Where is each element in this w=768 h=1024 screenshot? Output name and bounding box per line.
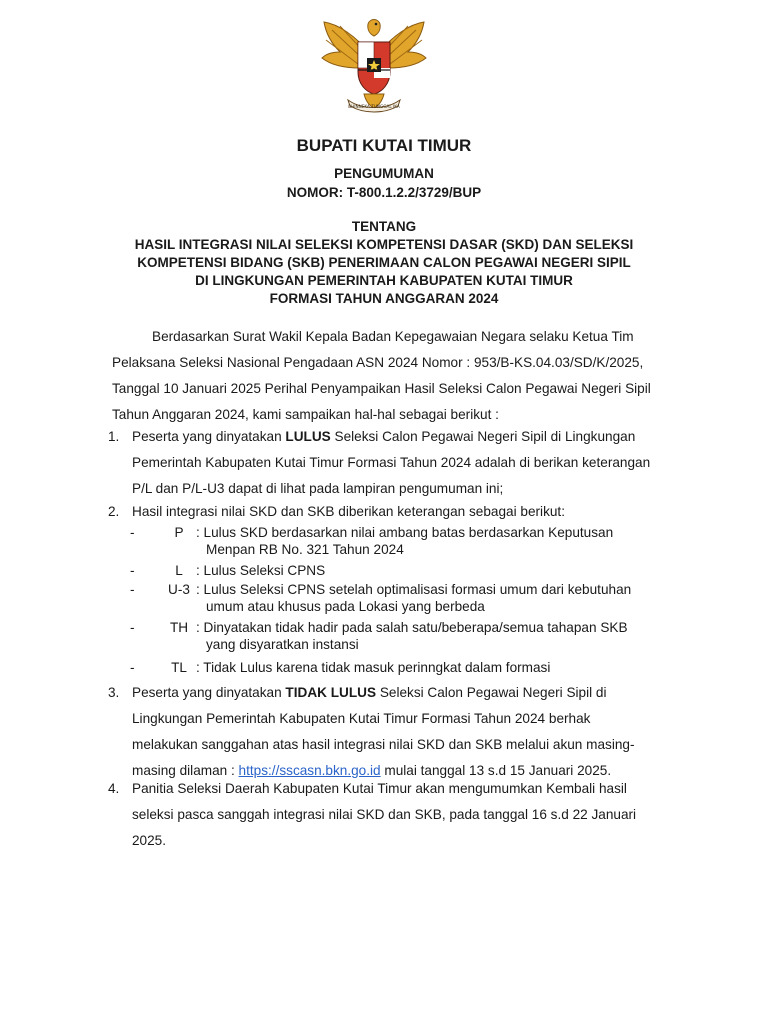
institution-title: BUPATI KUTAI TIMUR [296, 136, 472, 155]
svg-text:BHINNEKA TUNGGAL IKA: BHINNEKA TUNGGAL IKA [348, 104, 400, 109]
item-number: 2. [108, 504, 120, 519]
status-code: U-3 [168, 582, 190, 597]
garuda-pancasila-emblem [318, 14, 430, 118]
item-line: P/L dan P/L-U3 dapat di lihat pada lampiran pengumuman ini; [132, 481, 504, 496]
code-description: : Lulus SKD berdasarkan nilai ambang batas berdasarkan Keputusan [196, 525, 614, 540]
status-code-list [130, 524, 690, 678]
item-line: Lingkungan Pemerintah Kabupaten Kutai Timur Formasi Tahun 2024 berhak [132, 711, 591, 726]
sscasn-link[interactable]: https://sscasn.bkn.go.id [238, 763, 381, 778]
subject-line: DI LINGKUNGAN PEMERINTAH KABUPATEN KUTAI TIMUR [195, 273, 573, 288]
code-description: Menpan RB No. 321 Tahun 2024 [206, 542, 404, 557]
status-code: P [174, 525, 184, 540]
code-description: yang disyaratkan instansi [206, 637, 359, 652]
item-line: Peserta yang dinyatakan TIDAK LULUS Seleksi Calon Pegawai Negeri Sipil di [132, 685, 607, 700]
item-line: Pemerintah Kabupaten Kutai Timur Formasi Tahun 2024 adalah di berikan keterangan [132, 455, 651, 470]
code-row-u3: - U-3 : Lulus Seleksi CPNS setelah optimalisasi formasi umum dari kebutuhan umum atau khusus pada Lokasi yang berbeda [130, 581, 690, 617]
lulus-emphasis: LULUS [285, 429, 331, 444]
status-code: TL [171, 660, 187, 675]
item-number: 3. [108, 685, 120, 700]
intro-line: Pelaksana Seleksi Nasional Pengadaan ASN 2024 Nomor : 953/B-KS.04.03/SD/K/2025, [112, 355, 644, 370]
document-number: NOMOR: T-800.1.2.2/3729/BUP [286, 185, 482, 200]
subject-line: HASIL INTEGRASI NILAI SELEKSI KOMPETENSI DASAR (SKD) DAN SELEKSI [134, 237, 634, 252]
intro-paragraph [112, 324, 692, 428]
status-code: TH [169, 620, 189, 635]
subject-line: KOMPETENSI BIDANG (SKB) PENERIMAAN CALON PEGAWAI NEGERI SIPIL [137, 255, 631, 270]
item-line: 2025. [132, 833, 167, 848]
item-line: Peserta yang dinyatakan LULUS Seleksi Calon Pegawai Negeri Sipil di Lingkungan [132, 429, 636, 444]
code-description: : Dinyatakan tidak hadir pada salah satu/beberapa/semua tahapan SKB [196, 620, 628, 635]
tidak-lulus-emphasis: TIDAK LULUS [285, 685, 377, 700]
code-description: umum atau khusus pada Lokasi yang berbeda [206, 599, 485, 614]
item-number: 1. [108, 429, 120, 444]
intro-line: Tanggal 10 Januari 2025 Perihal Penyampaikan Hasil Seleksi Calon Pegawai Negeri Sipil [112, 381, 651, 396]
item-line: masing dilaman : https://sscasn.bkn.go.id mulai tanggal 13 s.d 15 Januari 2025. [132, 763, 612, 778]
item-line: seleksi pasca sanggah integrasi nilai SKD dan SKB, pada tanggal 16 s.d 22 Januari [132, 807, 637, 822]
code-description: : Lulus Seleksi CPNS setelah optimalisasi formasi umum dari kebutuhan [196, 582, 632, 597]
document-type: PENGUMUMAN [334, 166, 434, 181]
code-description: : Lulus Seleksi CPNS [196, 563, 326, 578]
code-row-tl: - TL : Tidak Lulus karena tidak masuk perinngkat dalam formasi [130, 659, 690, 676]
subject-block [0, 236, 768, 308]
item-line: Hasil integrasi nilai SKD dan SKB diberikan keterangan sebagai berikut: [132, 504, 565, 519]
tentang-label: TENTANG [351, 219, 417, 234]
code-row-l: - L : Lulus Seleksi CPNS [130, 562, 690, 579]
code-row-p: - P : Lulus SKD berdasarkan nilai ambang batas berdasarkan Keputusan Menpan RB No. 321 Tahun 2024 [130, 524, 690, 560]
item-line: Panitia Seleksi Daerah Kabupaten Kutai Timur akan mengumumkan Kembali hasil [132, 781, 627, 796]
status-code: L [175, 563, 183, 578]
subject-line: FORMASI TAHUN ANGGARAN 2024 [269, 291, 499, 306]
code-row-th: - TH : Dinyatakan tidak hadir pada salah satu/beberapa/semua tahapan SKB yang disyaratkan instansi [130, 619, 690, 657]
intro-line: Tahun Anggaran 2024, kami sampaikan hal-hal sebagai berikut : [112, 407, 499, 422]
intro-line: Berdasarkan Surat Wakil Kepala Badan Kepegawaian Negara selaku Ketua Tim [152, 329, 634, 344]
code-description: : Tidak Lulus karena tidak masuk perinngkat dalam formasi [196, 660, 551, 675]
item-line: melakukan sanggahan atas hasil integrasi nilai SKD dan SKB melalui akun masing- [132, 737, 635, 752]
item-number: 4. [108, 781, 120, 796]
